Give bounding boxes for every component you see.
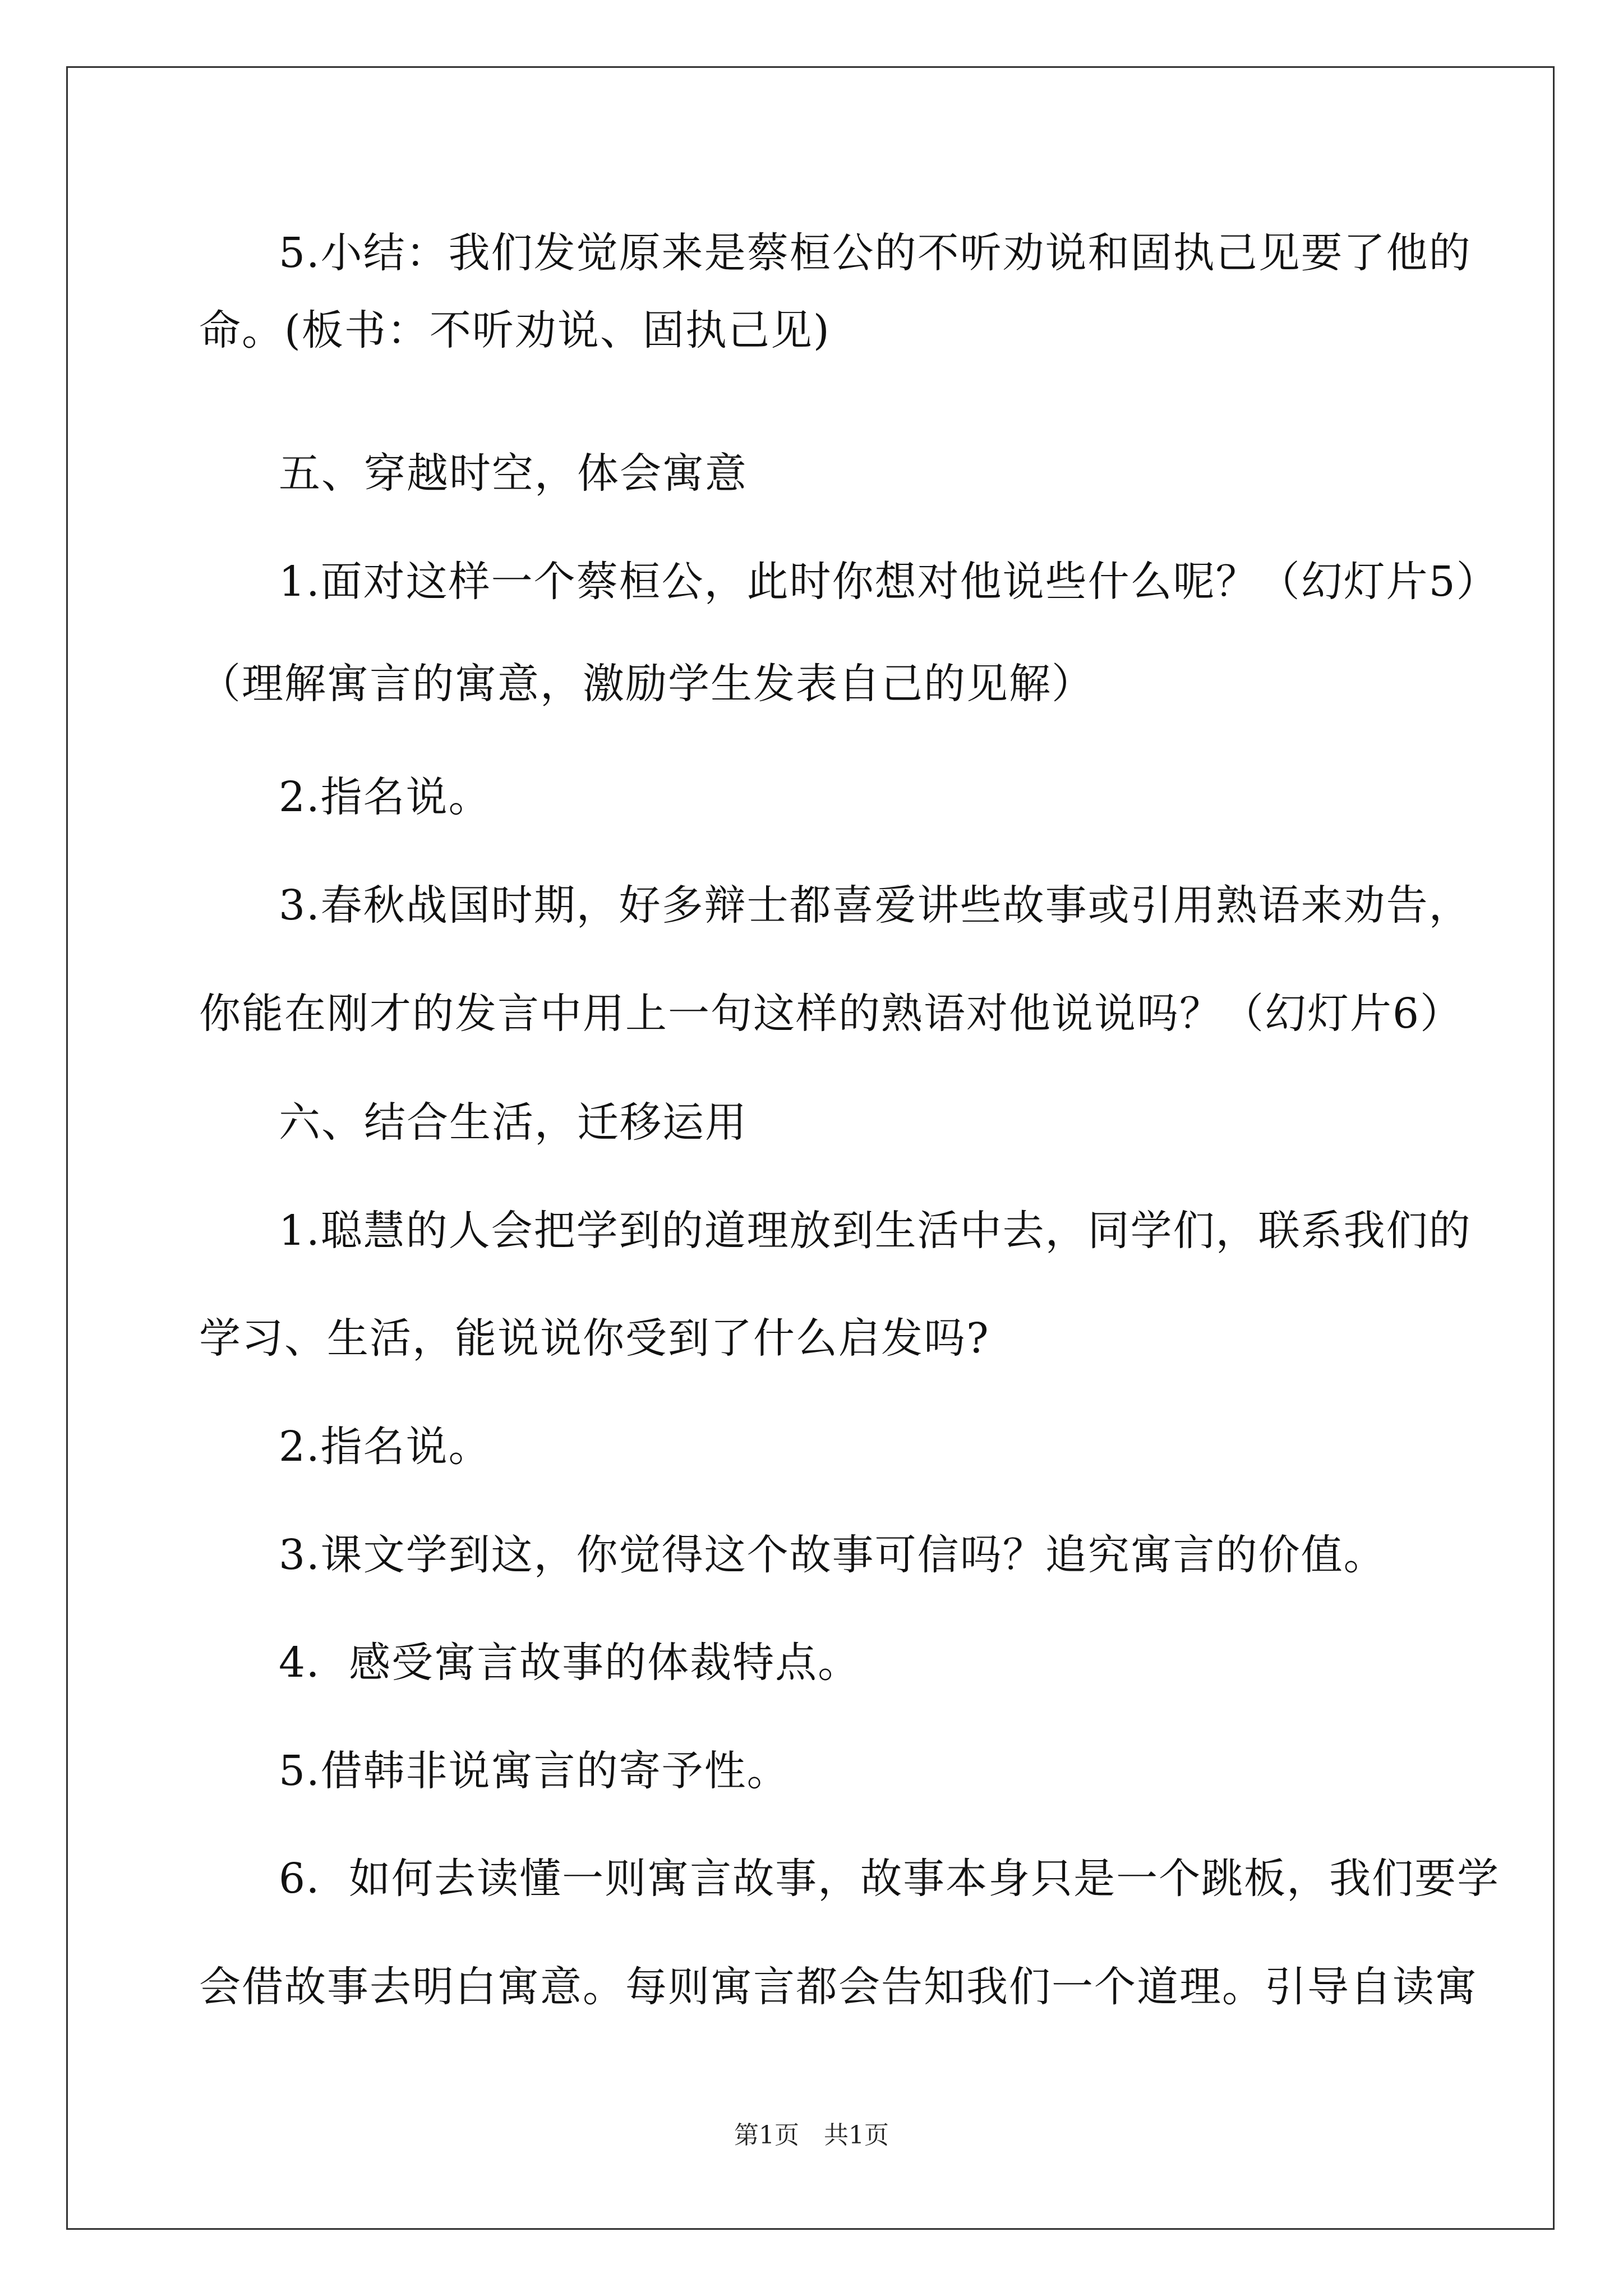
text-line: 1.面对这样一个蔡桓公，此时你想对他说些什么呢？（幻灯片5） — [279, 558, 1499, 606]
section-heading: 六、结合生活，迁移运用 — [279, 1098, 748, 1147]
text-line: 命。(板书：不听劝说、固执己见) — [199, 306, 831, 355]
text-line: 5.借韩非说寓言的寄予性。 — [279, 1747, 790, 1795]
text-line: 6．如何去读懂一则寓言故事，故事本身只是一个跳板，我们要学 — [279, 1855, 1500, 1903]
text-line: 3.春秋战国时期，好多辩士都喜爱讲些故事或引用熟语来劝告， — [279, 881, 1472, 930]
text-line: （理解寓言的寓意，激励学生发表自己的见解） — [199, 660, 1094, 708]
section-heading: 五、穿越时空，体会寓意 — [279, 449, 748, 498]
text-line: 2.指名说。 — [279, 773, 491, 821]
text-line: 5.小结：我们发觉原来是蔡桓公的不听劝说和固执己见要了他的 — [279, 229, 1472, 277]
text-line: 1.聪慧的人会把学到的道理放到生活中去，同学们，联系我们的 — [279, 1207, 1472, 1255]
text-line: 3.课文学到这，你觉得这个故事可信吗？追究寓言的价值。 — [279, 1531, 1386, 1579]
page-number: 第1页 共1页 — [734, 2121, 889, 2150]
text-line: 会借故事去明白寓意。每则寓言都会告知我们一个道理。引导自读寓 — [199, 1963, 1478, 2011]
text-line: 学习、生活，能说说你受到了什么启发吗? — [199, 1314, 990, 1363]
text-line: 你能在刚才的发言中用上一句这样的熟语对他说说吗？（幻灯片6） — [199, 990, 1463, 1038]
text-line: 2.指名说。 — [279, 1423, 491, 1471]
text-line: 4．感受寓言故事的体裁特点。 — [279, 1639, 861, 1687]
